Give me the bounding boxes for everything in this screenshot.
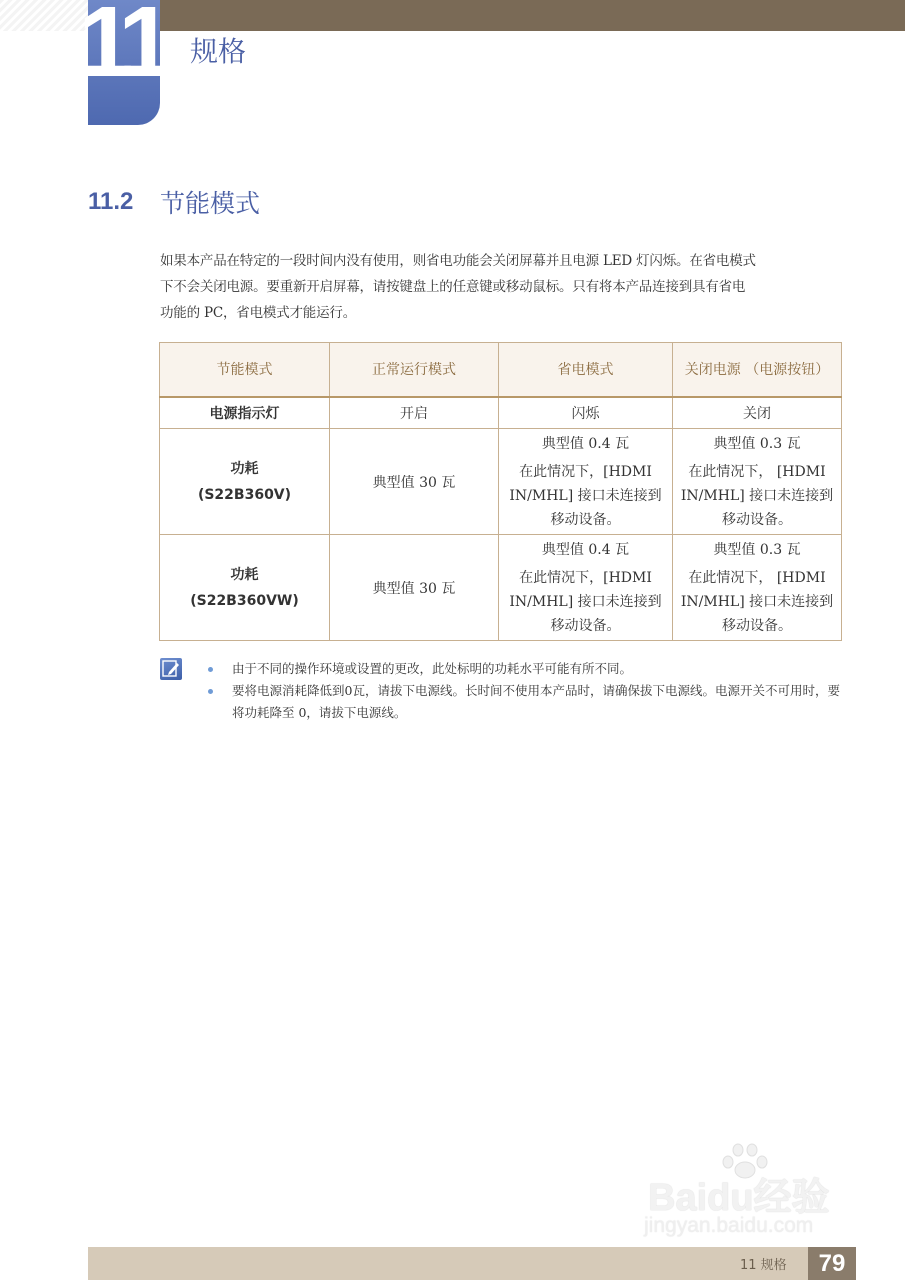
- intro-line-1: 如果本产品在特定的一段时间内没有使用，则省电功能会关闭屏幕并且电源 LED 灯闪烁。在省电模式: [160, 253, 756, 269]
- intro-line-3: 功能的 PC，省电模式才能运行。: [160, 305, 357, 321]
- chapter-number: 11: [78, 0, 164, 98]
- power-off-cell: [673, 429, 842, 535]
- power-saving-value: 典型值 0.4 瓦: [541, 435, 630, 452]
- table-row-led: [160, 397, 842, 429]
- chapter-title: 规格: [190, 35, 247, 68]
- table-row-power-s22b360vw: [160, 535, 842, 641]
- watermark-url: jingyan.baidu.com: [644, 1214, 814, 1237]
- power-label-cell: [160, 535, 330, 641]
- power-saving-value: 典型值 0.4 瓦: [541, 541, 630, 558]
- baidu-watermark: [640, 1140, 850, 1240]
- note-pencil-icon: [160, 658, 182, 680]
- list-item: [204, 658, 844, 680]
- model-name: (S22B360VW): [190, 592, 299, 609]
- led-saving: 闪烁: [499, 397, 673, 429]
- power-off-note: 在此情况下， [HDMI IN/MHL] 接口未连接到移动设备。: [680, 463, 834, 528]
- led-label: 电源指示灯: [160, 397, 330, 429]
- led-normal: 开启: [330, 397, 499, 429]
- power-off-value: 典型值 0.3 瓦: [713, 435, 801, 452]
- power-label: 功耗: [230, 566, 259, 583]
- bullet-icon: [208, 667, 213, 672]
- power-saving-cell: [499, 535, 673, 641]
- power-saving-note: 在此情况下，[HDMI IN/MHL] 接口未连接到移动设备。: [509, 569, 662, 634]
- header-normal: 正常运行模式: [330, 343, 499, 398]
- power-normal: 典型值 30 瓦: [330, 535, 499, 641]
- power-label: 功耗: [230, 460, 259, 477]
- notes-list: [204, 658, 844, 724]
- power-normal: 典型值 30 瓦: [330, 429, 499, 535]
- bullet-icon: [208, 689, 213, 694]
- intro-line-2: 下不会关闭电源。要重新开启屏幕，请按键盘上的任意键或移动鼠标。只有将本产品连接到具有省电: [160, 279, 746, 295]
- section-title: 节能模式: [160, 189, 261, 218]
- footer-bar: [88, 1247, 808, 1280]
- power-off-cell: [673, 535, 842, 641]
- header-saving: 省电模式: [499, 343, 673, 398]
- led-off: 关闭: [673, 397, 842, 429]
- power-saving-cell: [499, 429, 673, 535]
- note-text: 要将电源消耗降低到0瓦，请拔下电源线。长时间不使用本产品时，请确保拔下电源线。电源开关不可用时，要将功耗降至 0，请拔下电源线。: [232, 683, 840, 720]
- chapter-tab: [78, 0, 164, 125]
- page-number: 79: [808, 1247, 856, 1280]
- footer-chapter-label: 11 规格: [740, 1258, 787, 1273]
- header-mode: 节能模式: [160, 343, 330, 398]
- power-off-value: 典型值 0.3 瓦: [713, 541, 801, 558]
- power-label-cell: [160, 429, 330, 535]
- power-saving-table: [159, 342, 842, 641]
- note-text: 由于不同的操作环境或设置的更改，此处标明的功耗水平可能有所不同。: [232, 661, 633, 676]
- power-off-note: 在此情况下， [HDMI IN/MHL] 接口未连接到移动设备。: [680, 569, 834, 634]
- table-header-row: [160, 343, 842, 398]
- power-saving-note: 在此情况下，[HDMI IN/MHL] 接口未连接到移动设备。: [509, 463, 662, 528]
- list-item: [204, 680, 844, 724]
- intro-paragraph: [160, 248, 842, 326]
- section-number: 11.2: [88, 188, 134, 215]
- section-heading: [88, 186, 260, 218]
- model-name: (S22B360V): [197, 486, 292, 503]
- table-row-power-s22b360v: [160, 429, 842, 535]
- watermark-brand: Baidu经验: [648, 1177, 830, 1219]
- top-bar-pattern: [0, 0, 88, 31]
- header-power-off: 关闭电源 （电源按钮）: [673, 343, 842, 398]
